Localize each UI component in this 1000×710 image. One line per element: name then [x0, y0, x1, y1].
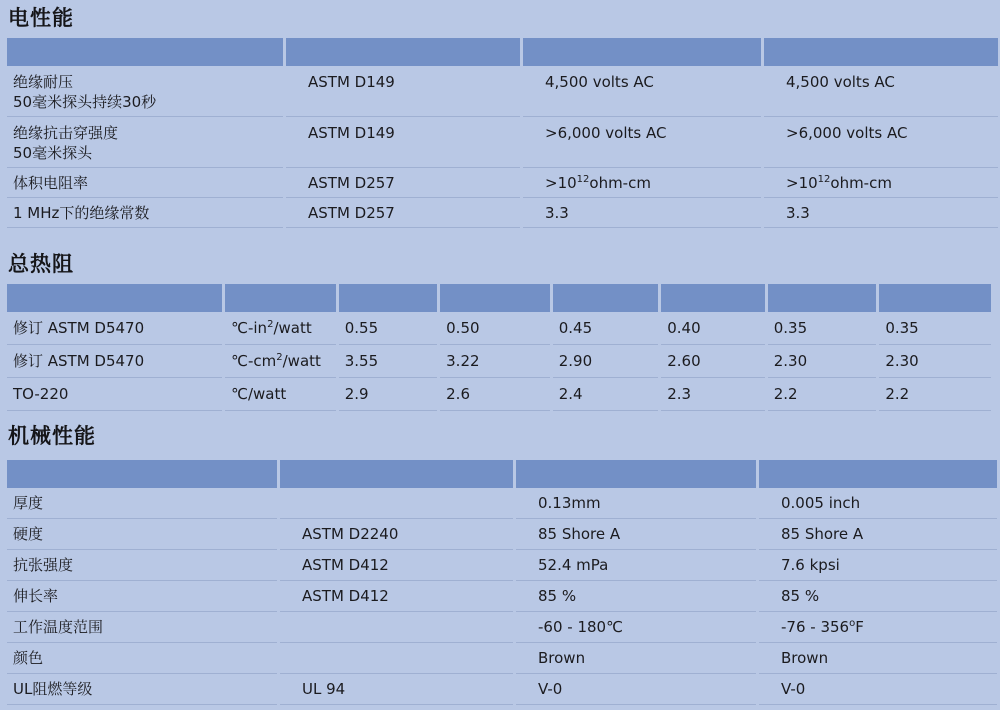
- table-row: [7, 200, 998, 228]
- value-cell: $>10^{12}ohm-cm$: [764, 170, 998, 198]
- value-cell: 3.22: [440, 347, 550, 378]
- unit-cell: ℃/watt: [225, 380, 336, 411]
- row-label: 伸长率: [7, 583, 277, 612]
- row-label: 颜色: [7, 645, 277, 674]
- value-cell: 52.4 mPa: [516, 552, 756, 581]
- row-label: 工作温度范围: [7, 614, 277, 643]
- mechanical-section-title: 机械性能: [8, 424, 96, 448]
- row-label: 体积电阻率: [7, 170, 283, 198]
- unit-cell: $℃-in^2$/watt: [225, 314, 336, 345]
- value-cell: >6,000 volts AC: [764, 119, 998, 168]
- table-row: [7, 314, 991, 345]
- mechanical-header-row: [7, 460, 997, 488]
- value-cell: 2.90: [553, 347, 659, 378]
- value-cell: 2.2: [768, 380, 877, 411]
- test-standard: ASTM D257: [286, 200, 520, 228]
- row-label: 修订 ASTM D5470: [7, 314, 222, 345]
- row-label: 绝缘耐压: [13, 73, 74, 91]
- value-cell: 0.40: [661, 314, 765, 345]
- table-row: [7, 552, 997, 581]
- value-cell: 4,500 volts AC: [764, 68, 998, 117]
- value-cell: V-0: [759, 676, 997, 705]
- row-label: UL阻燃等级: [7, 676, 277, 705]
- table-row: [7, 119, 998, 168]
- value-cell: 0.35: [879, 314, 991, 345]
- value-cell: 3.3: [764, 200, 998, 228]
- table-row: [7, 490, 997, 519]
- value-cell: 2.30: [768, 347, 877, 378]
- row-sublabel: 50毫米探头持续30秒: [13, 93, 157, 111]
- table-row: [7, 583, 997, 612]
- value-cell: 2.6: [440, 380, 550, 411]
- table-row: [7, 676, 997, 705]
- value-cell: 3.3: [523, 200, 761, 228]
- value-cell: 2.60: [661, 347, 765, 378]
- table-row: [7, 347, 991, 378]
- test-standard: ASTM D2240: [280, 521, 513, 550]
- table-row: [7, 380, 991, 411]
- value-cell: 0.13mm: [516, 490, 756, 519]
- value-cell: 2.2: [879, 380, 991, 411]
- value-cell: 2.30: [879, 347, 991, 378]
- thermal-table: [4, 282, 994, 413]
- value-cell: 2.4: [553, 380, 659, 411]
- electrical-table: [4, 36, 1000, 230]
- row-label: 修订 ASTM D5470: [7, 347, 222, 378]
- value-cell: 0.005 inch: [759, 490, 997, 519]
- table-row: [7, 645, 997, 674]
- thermal-header-row: [7, 284, 991, 312]
- value-cell: V-0: [516, 676, 756, 705]
- value-cell: 2.3: [661, 380, 765, 411]
- test-standard: [280, 614, 513, 643]
- test-standard: ASTM D149: [286, 68, 520, 117]
- test-standard: ASTM D412: [280, 552, 513, 581]
- value-cell: 85 %: [759, 583, 997, 612]
- test-standard: UL 94: [280, 676, 513, 705]
- row-label: 绝缘抗击穿强度: [13, 124, 119, 142]
- value-cell: 85 Shore A: [516, 521, 756, 550]
- mechanical-table: [4, 458, 1000, 707]
- value-cell: 0.35: [768, 314, 877, 345]
- value-cell: >6,000 volts AC: [523, 119, 761, 168]
- value-cell: $>10^{12}ohm-cm$: [523, 170, 761, 198]
- table-row: [7, 614, 997, 643]
- value-cell: 0.45: [553, 314, 659, 345]
- value-cell: Brown: [759, 645, 997, 674]
- table-row: [7, 68, 998, 117]
- test-standard: ASTM D149: [286, 119, 520, 168]
- value-cell: 7.6 kpsi: [759, 552, 997, 581]
- row-label: 硬度: [7, 521, 277, 550]
- value-cell: 4,500 volts AC: [523, 68, 761, 117]
- row-label: 1 MHz下的绝缘常数: [7, 200, 283, 228]
- value-cell: 0.50: [440, 314, 550, 345]
- thermal-section-title: 总热阻: [8, 252, 74, 276]
- electrical-section-title: 电性能: [8, 6, 74, 30]
- value-cell: 0.55: [339, 314, 437, 345]
- value-cell: -76 - 356$^o$F: [759, 614, 997, 643]
- row-label: 厚度: [7, 490, 277, 519]
- table-row: [7, 521, 997, 550]
- value-cell: 3.55: [339, 347, 437, 378]
- test-standard: [280, 490, 513, 519]
- test-standard: ASTM D257: [286, 170, 520, 198]
- unit-cell: $℃-cm^2$/watt: [225, 347, 336, 378]
- test-standard: ASTM D412: [280, 583, 513, 612]
- value-cell: 85 %: [516, 583, 756, 612]
- row-label: TO-220: [7, 380, 222, 411]
- table-row: [7, 170, 998, 198]
- test-standard: [280, 645, 513, 674]
- row-label: 抗张强度: [7, 552, 277, 581]
- value-cell: 2.9: [339, 380, 437, 411]
- value-cell: 85 Shore A: [759, 521, 997, 550]
- row-sublabel: 50毫米探头: [13, 144, 93, 162]
- electrical-header-row: [7, 38, 998, 66]
- value-cell: -60 - 180℃: [516, 614, 756, 643]
- value-cell: Brown: [516, 645, 756, 674]
